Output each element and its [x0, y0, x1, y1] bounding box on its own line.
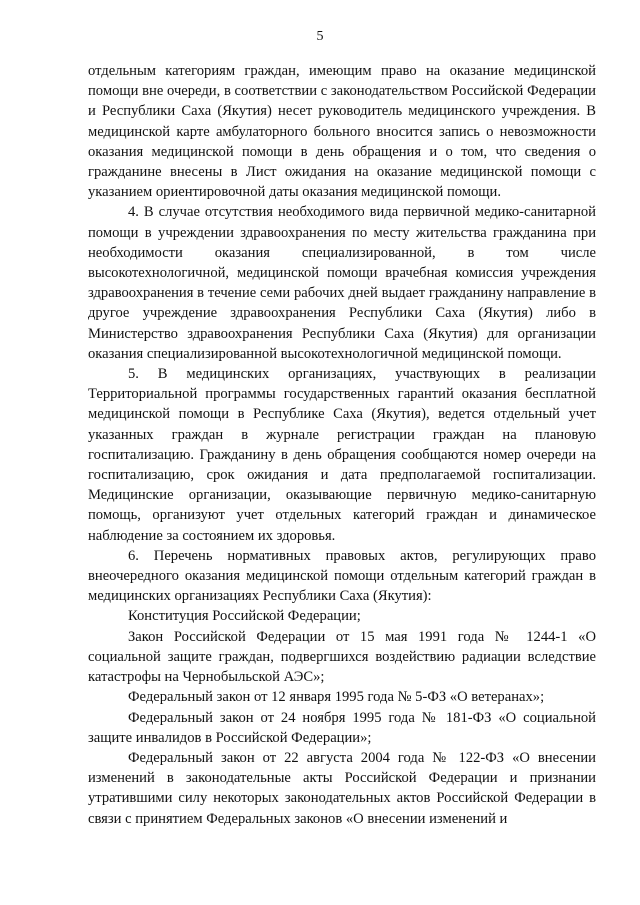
paragraph-continuation: отдельным категориям граждан, имеющим право на оказание медицинской помощи вне очереди, в соответствии с законодательством Российской Федерации и Республики Саха (Якутия) несет руководитель медицинского учреждения. В медицинской карте амбулаторного больного вносится запись о невозможности оказания медицинской помощи в день обращения и о том, что сведения о гражданине внесены в Лист ожидания на оказание медицинской помощи с указанием ориентировочной даты оказания медицинской помощи.	[88, 63, 596, 201]
paragraph-item-6: 6. Перечень нормативных правовых актов, регулирующих право внеочередного оказания медицинской помощи отдельным категорий граждан в медицинских организациях Республики Саха (Якутия):	[88, 547, 596, 605]
document-body	[88, 61, 596, 829]
page-number: 5	[316, 29, 324, 44]
legal-act-constitution: Конституция Российской Федерации;	[128, 608, 361, 625]
legal-act-122-fz: Федеральный закон от 22 августа 2004 года № 122-ФЗ «О внесении изменений в законодательные акты Российской Федерации и признании утратившими силу некоторых законодательных актов Российской Федерации в связи с принятием Федеральных законов «О внесении изменений и	[88, 749, 596, 827]
legal-act-5-fz: Федеральный закон от 12 января 1995 года № 5-ФЗ «О ветеранах»;	[128, 689, 545, 706]
legal-act-1244-1: Закон Российской Федерации от 15 мая 1991 года № 1244-1 «О социальной защите граждан, подвергшихся воздействию радиации вследствие катастрофы на Чернобыльской АЭС»;	[88, 628, 596, 686]
legal-act-181-fz: Федеральный закон от 24 ноября 1995 года № 181-ФЗ «О социальной защите инвалидов в Российской Федерации»;	[88, 709, 596, 746]
paragraph-item-4: 4. В случае отсутствия необходимого вида первичной медико-санитарной помощи в учреждении здравоохранения по месту жительства гражданина при необходимости оказания специализированной, в том числе высокотехнологичной, медицинской помощи врачебная комиссия учреждения здравоохранения в течение семи рабочих дней выдает гражданину направление в другое учреждение здравоохранения Республики Саха (Якутия) либо в Министерство здравоохранения Республики Саха (Якутия) для организации оказания специализированной высокотехнологичной медицинской помощи.	[88, 204, 596, 362]
paragraph-item-5: 5. В медицинских организациях, участвующих в реализации Территориальной программы государственных гарантий оказания бесплатной медицинской помощи в Республике Саха (Якутия), ведется отдельный учет указанных граждан в журнале регистрации граждан на плановую госпитализацию. Гражданину в день обращения сообщаются номер очереди на госпитализацию, срок ожидания и дата предполагаемой госпитализации. Медицинские организации, оказывающие первичную медико-санитарную помощь, организуют учет отдельных категорий граждан и динамическое наблюдение за состоянием их здоровья.	[88, 366, 596, 544]
